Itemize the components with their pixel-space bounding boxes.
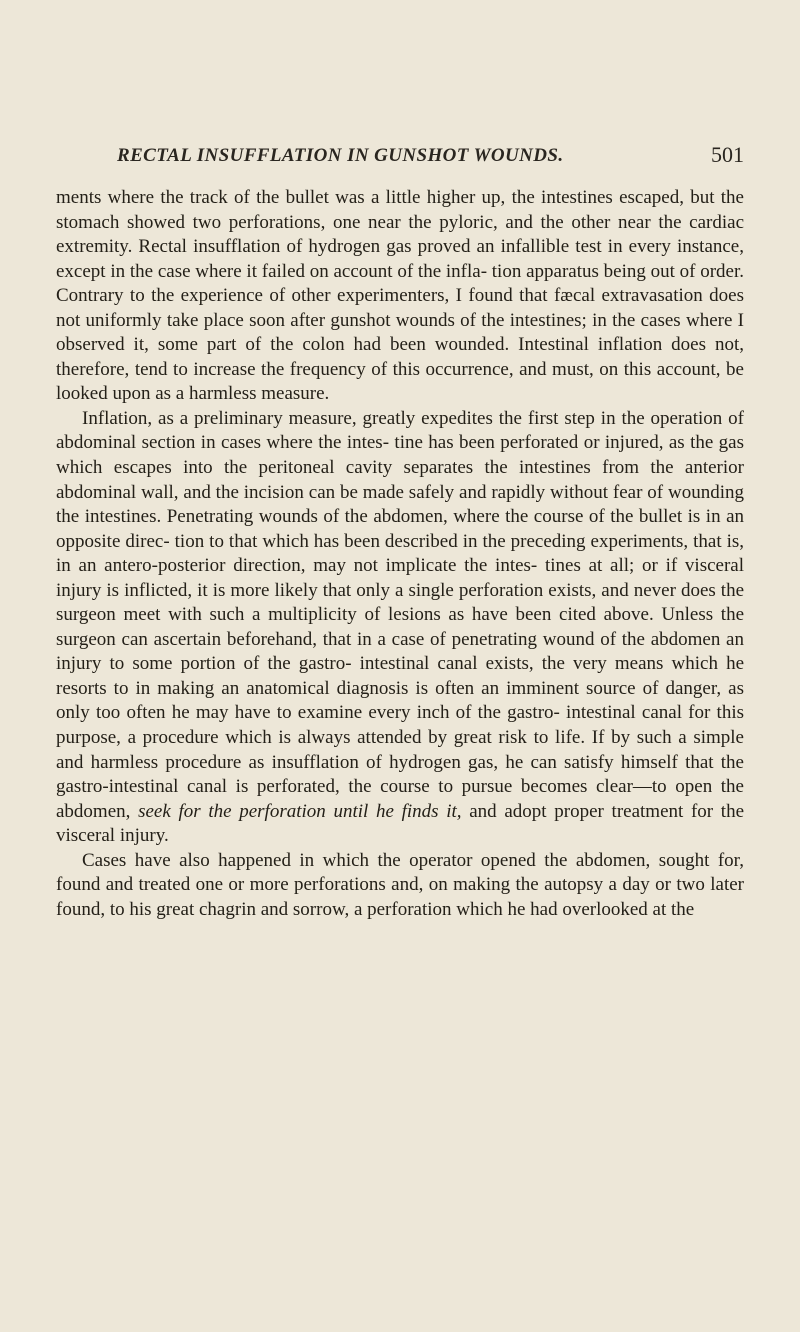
paragraph-1: ments where the track of the bullet was a little higher up, the intestines escaped, but the stomach showed two perforations, one near the pyloric, and the other near the cardiac extremity. Rectal insufflation of hydrogen gas proved an infallible test in every instance, except in the case where it failed on account of the infla- tion apparatus being out of order. Contrary to the experience of other experimenters, I found that fæcal extravasation does not uniformly take place soon after gunshot wounds of the intestines; in the cases where I observed it, some part of the colon had been wounded. Intestinal inflation does not, therefore, tend to increase the frequency of this occurrence, and must, on this account, be looked upon as a harmless measure. (56, 187, 744, 405)
paragraph-3: Cases have also happened in which the operator opened the abdomen, sought for, found and treated one or more perforations and, on making the autopsy a day or two later found, to his great chagrin and sorrow, a perforation which he had overlooked at the (56, 849, 744, 920)
page-number: 501 (711, 142, 744, 167)
page-header (56, 142, 744, 175)
running-title: RECTAL INSUFFLATION IN GUNSHOT WOUNDS. (117, 145, 564, 166)
paragraph-2-after: and adopt proper treatment for the visceral injury. (56, 800, 745, 847)
paragraph-2 (56, 407, 744, 849)
paragraph-2-italic: seek for the perforation until he finds it, (138, 800, 462, 822)
paragraph-2-text: Inflation, as a preliminary measure, greatly expedites the first step in the operation of abdominal section in cases where the intes- tine has been perforated or injured, as the gas which escapes into the peritoneal cavity separates the intestines from the anterior abdominal wall, and the incision can be made safely and rapidly without fear of wounding the intestines. Penetrating wounds of the abdomen, where the course of the bullet is in an opposite direc- tion to that which has been described in the preceding experiments, that is, in an antero-posterior direction, may not implicate the intes- tines at all; or if visceral injury is inflicted, it is more likely that only a single perforation exists, and never does the surgeon meet with such a multiplicity of lesions as have been cited above. Unless the surgeon can ascertain beforehand, that in a case of penetrating wound of the abdomen an injury to some portion of the gastro- intestinal canal exists, the very means which he resorts to in making an anatomical diagnosis is often an imminent source of danger, as only too often he may have to examine every inch of the gastro- intestinal canal for this purpose, a procedure which is always attended by great risk to life. If by such a simple and harmless procedure as insufflation of hydrogen gas, he can satisfy himself that the gastro-intestinal canal is perforated, the course to pursue becomes clear—to open the abdomen, (56, 407, 744, 822)
body-text (56, 186, 744, 922)
